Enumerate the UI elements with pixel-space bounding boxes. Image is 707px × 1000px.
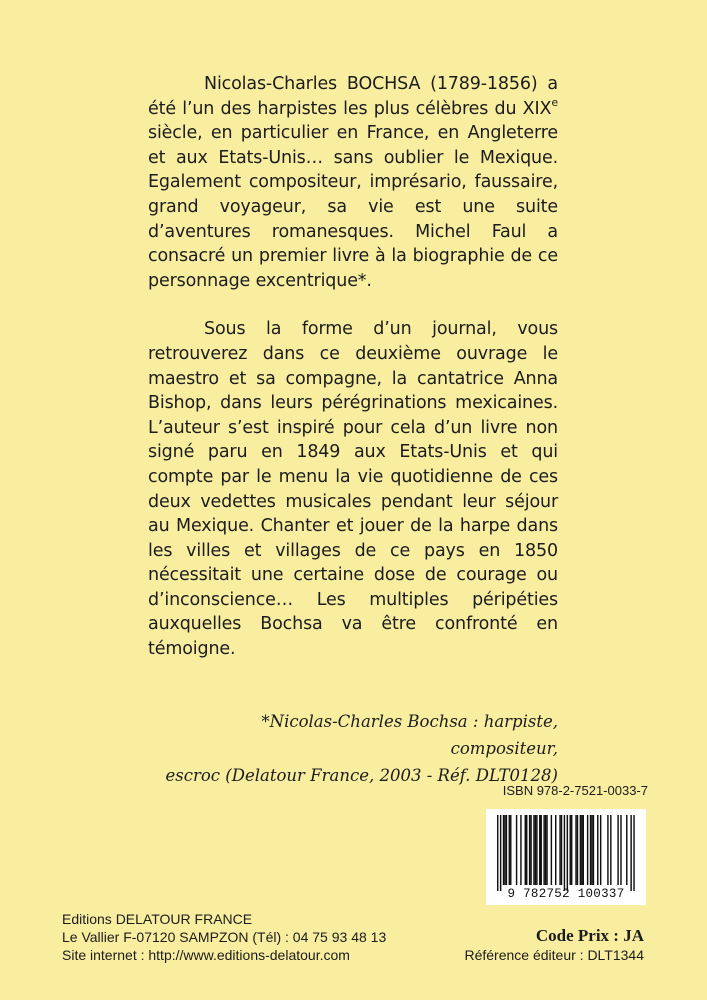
barcode-bar [597, 815, 598, 885]
footnote [152, 708, 558, 789]
blurb-paragraph-1 [148, 72, 558, 293]
barcode-bar [620, 815, 621, 885]
blurb-paragraph-2: Sous la forme d’un journal, vous retrouverez dans ce deuxième ouvrage le maestro et sa compagne, la cantatrice Anna Bishop, dans leurs pérégrinations mexicaines. L’auteur s’est inspiré pour cela d’un livre non signé paru en 1849 aux Etats-Unis et qui compte par le menu la vie quotidienne de ces deux vedettes musicales pendant leur séjour au Mexique. Chanter et jouer de la harpe dans les villes et villages de ce pays en 1850 nécessitait une certaine dose de courage ou d’inconscience… Les multiples péripéties auxquelles Bochsa va être confronté en témoigne. [148, 319, 558, 660]
barcode-bar [575, 815, 576, 885]
publisher-reference: Référence éditeur : DLT1344 [464, 947, 644, 963]
barcode-bar [633, 815, 634, 891]
price-code: Code Prix : JA [535, 926, 644, 945]
barcode-digits: 9 782752 100337 [507, 887, 625, 901]
barcode-bar [520, 815, 521, 885]
barcode-bar [617, 815, 618, 885]
barcode-bar [593, 815, 594, 885]
barcode-bar [503, 815, 504, 885]
barcode-bar [555, 815, 556, 885]
barcode-bar [580, 815, 581, 885]
barcode-bar [607, 815, 608, 885]
barcode-bar [539, 815, 540, 885]
barcode-bar [497, 815, 498, 891]
barcode-bar [504, 815, 505, 885]
barcode-bar [571, 815, 572, 885]
barcode-bar [529, 815, 530, 885]
barcode-bar [567, 815, 568, 891]
footnote-line-1: *Nicolas-Charles Bochsa : harpiste, compositeur, [261, 712, 558, 758]
publisher-address: Le Vallier F-07120 SAMPZON (Tél) : 04 75 93 48 13 [62, 929, 387, 945]
barcode-bar [541, 815, 542, 885]
barcode-bar [535, 815, 536, 885]
blurb-paragraph-1-start: Nicolas-Charles BOCHSA (1789-1856) a été l’un des harpistes les plus célèbres du XIX [148, 74, 558, 119]
publisher-website: Site internet : http://www.editions-delatour.com [62, 947, 350, 963]
barcode-bar [564, 815, 565, 891]
barcode-bar [526, 815, 527, 885]
blurb-text [148, 72, 558, 662]
barcode-bar [546, 815, 547, 885]
barcode-bar [600, 815, 601, 885]
footnote-line-2: escroc (Delatour France, 2003 - Réf. DLT0128) [165, 766, 558, 785]
barcode-bar [610, 815, 611, 885]
barcode-bar [506, 815, 507, 885]
blurb-paragraph-1-end: siècle, en particulier en France, en Angleterre et aux Etats-Unis… sans oublier le Mexique. Egalement compositeur, imprésario, faussaire, grand voyageur, sa vie est une suite d’aventures romanesques. Michel Faul a consacré un premier livre à la biographie de ce personnage excentrique*. [148, 123, 558, 291]
barcode-bar [509, 815, 510, 885]
barcode-bar [536, 815, 537, 885]
barcode-bar [533, 815, 534, 885]
barcode-bar [570, 815, 571, 885]
barcode-bar [626, 815, 627, 885]
barcode-bar [561, 815, 562, 885]
barcode-bar [551, 815, 552, 885]
barcode-bar [516, 815, 517, 885]
barcode-bar [500, 815, 501, 891]
publisher-name: Editions DELATOUR FRANCE [62, 911, 253, 927]
barcode-bar [525, 815, 526, 885]
barcode-bar [530, 815, 531, 885]
barcode-bar [559, 815, 560, 885]
barcode-bar [630, 815, 631, 891]
publisher-info [62, 910, 386, 964]
barcode-bar [587, 815, 588, 885]
barcode-bar [577, 815, 578, 885]
barcode-bar [590, 815, 591, 885]
barcode-bar [581, 815, 582, 885]
barcode-bar [543, 815, 544, 885]
isbn-label: ISBN 978-2-7521-0033-7 [502, 783, 648, 798]
barcode-bar [591, 815, 592, 885]
barcode [486, 809, 646, 905]
barcode-bar [510, 815, 511, 885]
barcode-bar [583, 815, 584, 885]
century-superscript: e [551, 95, 558, 109]
barcode-bar [545, 815, 546, 885]
